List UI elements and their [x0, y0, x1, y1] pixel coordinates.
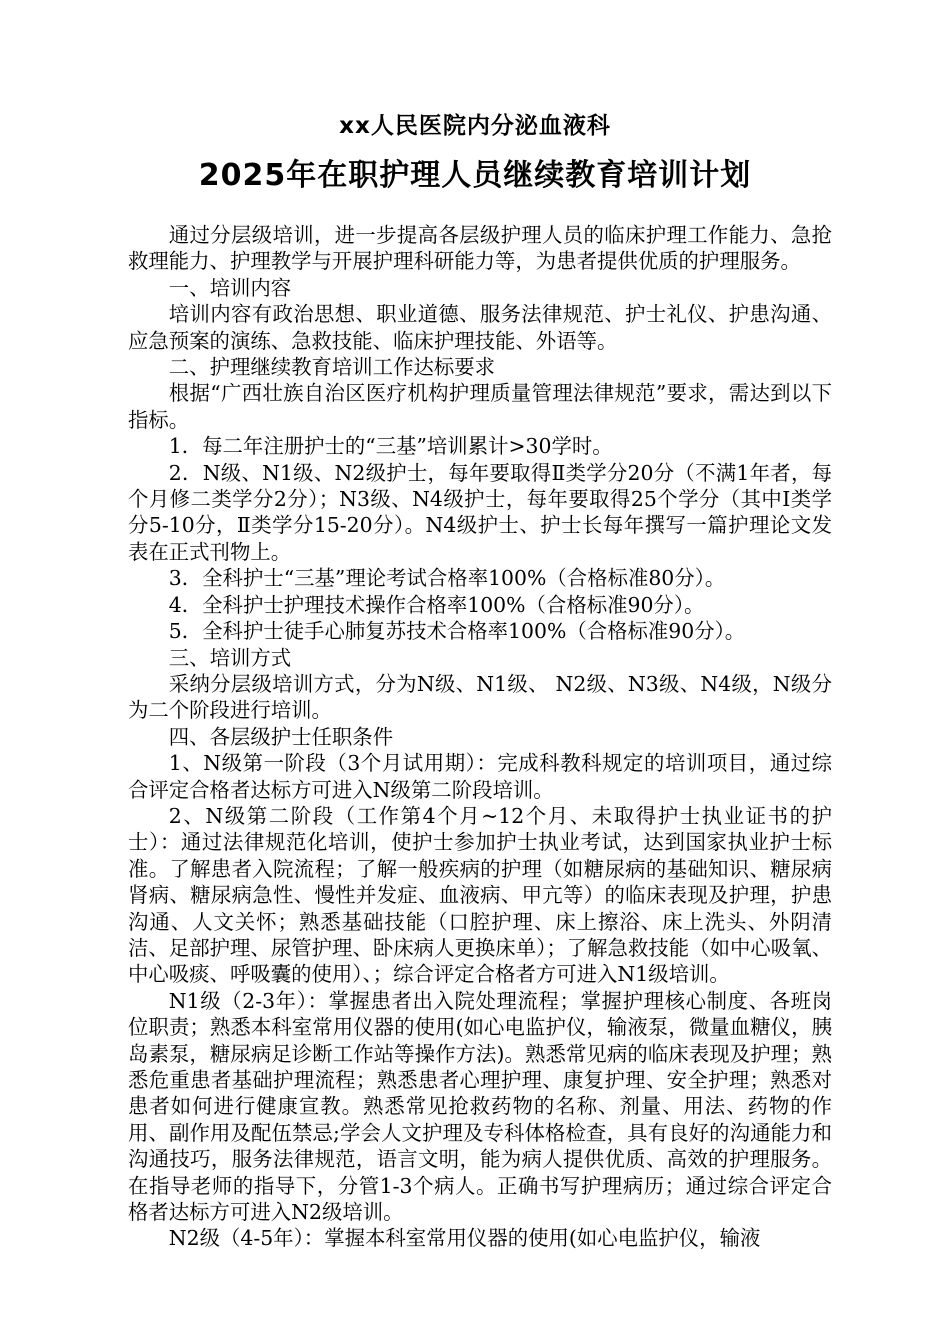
document-title-hospital: xx人民医院内分泌血液科	[339, 113, 611, 139]
paragraph-requirements-intro: 根据“广西壮族自治区医疗机构护理质量管理法律规范”要求，需达到以下指标。	[128, 381, 832, 432]
paragraph-intro: 通过分层级培训，进一步提高各层级护理人员的临床护理工作能力、急抢救理能力、护理教学与开展护理科研能力等，为患者提供优质的护理服务。	[128, 223, 832, 274]
list-item-3: 3．全科护士“三基”理论考试合格率100%（合格标准80分）。	[168, 566, 726, 591]
document-body	[128, 222, 832, 1252]
paragraph-n-stage-1: 1、N级第一阶段（3个月试用期）：完成科教科规定的培训项目，通过综合评定合格者达标方可进入N级第二阶段培训。	[128, 751, 832, 802]
list-item-4: 4．全科护士护理技术操作合格率100%（合格标准90分）。	[168, 592, 705, 617]
paragraph-n2-level: N2级（4-5年）：掌握本科室常用仪器的使用(如心电监护仪，输液	[168, 1226, 761, 1251]
paragraph-training-method: 采纳分层级培训方式，分为N级、N1级、 N2级、N3级、N4级，N级分为二个阶段进行培训。	[128, 671, 832, 723]
list-item-2: 2．N级、N1级、N2级护士，每年要取得Ⅱ类学分20分（不满1年者，每个月修二类学分2分）；N3级、N4级护士，每年要取得25个学分（其中Ⅰ类学分5-10分，Ⅱ类学分15-20分）。N4级护士、护士长每年撰写一篇护理论文发表在正式刊物上。	[128, 460, 832, 564]
list-item-5: 5．全科护士徒手心肺复苏技术合格率100%（合格标准90分）。	[168, 619, 746, 644]
section-heading-3: 三、培训方式	[168, 645, 292, 670]
section-heading-4: 四、各层级护士任职条件	[168, 724, 394, 749]
section-heading-1: 一、培训内容	[168, 275, 292, 300]
document-title-plan: 2025年在职护理人员继续教育培训计划	[198, 158, 752, 193]
paragraph-n1-level: N1级（2-3年）：掌握患者出入院处理流程；掌握护理核心制度、各班岗位职责；熟悉本科室常用仪器的使用(如心电监护仪，输液泵，微量血糖仪，胰岛素泵，糖尿病足诊断工作站等操作方法)。熟悉常见病的临床表现及护理；熟悉危重患者基础护理流程；熟悉患者心理护理、康复护理、安全护理；熟悉对患者如何进行健康宣教。熟悉常见抢救药物的名称、剂量、用法、药物的作用、副作用及配伍禁忌;学会人文护理及专科体格检查，具有良好的沟通能力和沟通技巧，服务法律规范，语言文明，能为病人提供优质、高效的护理服务。在指导老师的指导下，分管1-3个病人。正确书写护理病历；通过综合评定合格者达标方可进入N2级培训。	[128, 988, 832, 1225]
section-heading-2: 二、护理继续教育培训工作达标要求	[168, 355, 496, 380]
paragraph-training-content: 培训内容有政治思想、职业道德、服务法律规范、护士礼仪、护患沟通、应急预案的演练、急救技能、临床护理技能、外语等。	[128, 302, 832, 353]
list-item-1: 1．每二年注册护士的“三基”培训累计>30学时。	[168, 434, 613, 459]
paragraph-n-stage-2: 2、N级第二阶段（工作第4个月~12个月、未取得护士执业证书的护士）：通过法律规范化培训，使护士参加护士执业考试，达到国家执业护士标准。了解患者入院流程；了解一般疾病的护理（如糖尿病的基础知识、糖尿病肾病、糖尿病急性、慢性并发症、血液病、甲亢等）的临床表现及护理，护患沟通、人文关怀；熟悉基础技能（口腔护理、床上擦浴、床上洗头、外阴清洁、足部护理、尿管护理、卧床病人更换床单）；了解急救技能（如中心吸氧、中心吸痰、呼吸囊的使用）、；综合评定合格者方可进入N1级培训。	[128, 803, 832, 987]
